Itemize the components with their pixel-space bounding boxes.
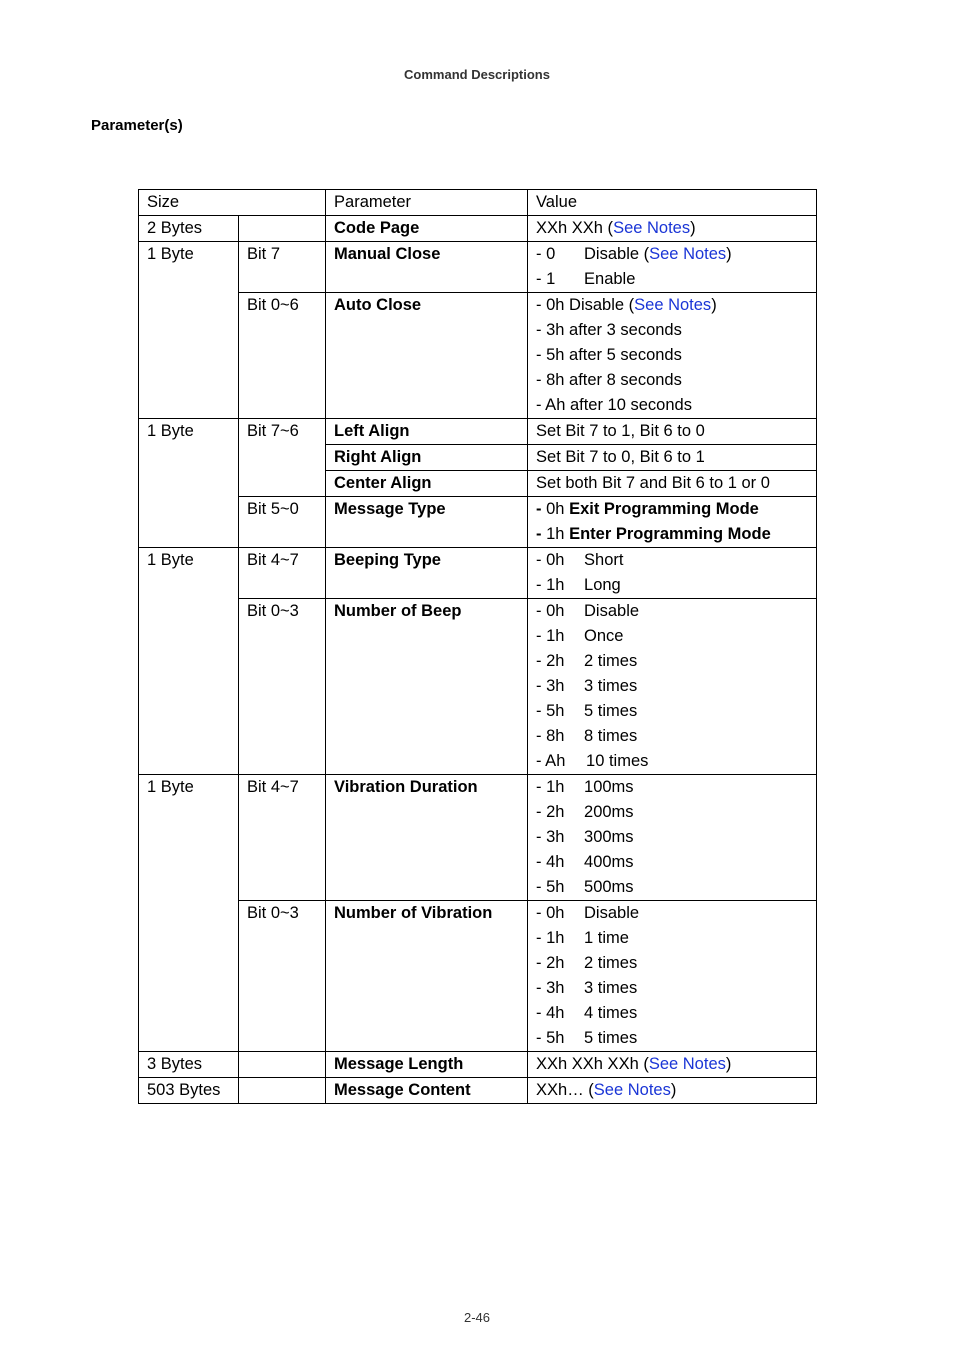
section-title: Parameter(s) [91,117,183,134]
value-line: - 2h 200ms [536,803,634,821]
see-notes-link[interactable]: See Notes [593,1081,671,1099]
parameter-cell: Message Type [326,497,528,548]
table-row [139,293,817,419]
value-line: - 5h 500ms [536,878,634,896]
parameter-cell: Center Align [326,471,528,497]
parameter-cell: Beeping Type [326,548,528,599]
value-cell: Set both Bit 7 and Bit 6 to 1 or 0 [528,471,817,497]
parameter-cell: Code Page [326,216,528,242]
value-line: - 4h 4 times [536,1004,638,1022]
parameter-cell: Message Length [326,1052,528,1078]
value-line: - 5h 5 times [536,1029,638,1047]
value-line: - 0h Short [536,551,624,569]
value-cell [528,242,817,293]
value-line: - 3h 3 times [536,979,638,997]
bit-cell: Bit 5~0 [239,497,326,548]
table-row [139,548,817,599]
parameter-cell: Vibration Duration [326,775,528,901]
bit-cell: Bit 4~7 [239,775,326,901]
parameters-table [138,189,817,1104]
size-cell: 1 Byte [139,775,239,1052]
bit-cell: Bit 4~7 [239,548,326,599]
parameter-cell: Right Align [326,445,528,471]
table-row [139,216,817,242]
value-line: - Ah after 10 seconds [536,396,692,414]
table-row [139,497,817,548]
value-line: - 0h Disable (See Notes) [536,296,717,314]
size-cell: 3 Bytes [139,1052,239,1078]
value-line: - 1h 100ms [536,778,634,796]
header-parameter: Parameter [326,190,528,216]
value-cell: Set Bit 7 to 1, Bit 6 to 0 [528,419,817,445]
header-size: Size [139,190,326,216]
bit-cell [239,216,326,242]
value-line: - 3h after 3 seconds [536,321,682,339]
value-line: - Ah 10 times [536,752,649,770]
page-number: 2-46 [463,1310,491,1325]
parameter-cell: Left Align [326,419,528,445]
value-cell: XXh… (See Notes) [528,1078,817,1104]
bit-cell: Bit 7~6 [239,419,326,497]
running-header: Command Descriptions [404,67,550,82]
value-line: - 2h 2 times [536,652,638,670]
bit-cell: Bit 0~6 [239,293,326,419]
value-line: - 5h 5 times [536,702,638,720]
table-row [139,242,817,293]
parameter-cell: Message Content [326,1078,528,1104]
value-line: - 0h Disable [536,602,640,620]
size-cell: 1 Byte [139,242,239,419]
value-cell: XXh XXh XXh (See Notes) [528,1052,817,1078]
table-row [139,1052,817,1078]
parameter-cell: Number of Vibration [326,901,528,1052]
value-line: - 3h 300ms [536,828,634,846]
value-cell: XXh XXh (See Notes) [528,216,817,242]
table-row [139,419,817,445]
see-notes-link[interactable]: See Notes [648,1055,726,1073]
value-line: - 8h 8 times [536,727,638,745]
size-cell: 1 Byte [139,548,239,775]
value-line: - 3h 3 times [536,677,638,695]
see-notes-link[interactable]: See Notes [613,219,691,237]
table-row [139,599,817,775]
value-line: - 0 Disable (See Notes) [536,245,732,263]
size-cell: 2 Bytes [139,216,239,242]
value-line: - 5h after 5 seconds [536,346,682,364]
value-cell [528,775,817,901]
value-line: - 1h 1 time [536,929,629,947]
value-line: - 2h 2 times [536,954,638,972]
value-cell [528,901,817,1052]
value-line: - 8h after 8 seconds [536,371,682,389]
value-line: - 1h Once [536,627,624,645]
table-header-row [139,190,817,216]
value-cell: Set Bit 7 to 0, Bit 6 to 1 [528,445,817,471]
size-cell: 503 Bytes [139,1078,239,1104]
bit-cell: Bit 0~3 [239,599,326,775]
table-row [139,1078,817,1104]
value-line: - 1 Enable [536,270,636,288]
see-notes-link[interactable]: See Notes [649,245,727,263]
bit-cell: Bit 0~3 [239,901,326,1052]
value-line: - 1h Enter Programming Mode [536,525,771,543]
value-cell [528,293,817,419]
value-line: - 1h Long [536,576,621,594]
parameter-cell: Auto Close [326,293,528,419]
size-cell: 1 Byte [139,419,239,548]
header-value: Value [528,190,817,216]
table-row [139,775,817,901]
bit-cell: Bit 7 [239,242,326,293]
parameter-cell: Manual Close [326,242,528,293]
value-cell [528,497,817,548]
value-line: - 4h 400ms [536,853,634,871]
parameter-cell: Number of Beep [326,599,528,775]
value-line: - 0h Exit Programming Mode [536,500,759,518]
value-cell [528,548,817,599]
value-cell [528,599,817,775]
see-notes-link[interactable]: See Notes [634,296,712,314]
bit-cell [239,1052,326,1078]
bit-cell [239,1078,326,1104]
value-line: - 0h Disable [536,904,640,922]
table-row [139,901,817,1052]
